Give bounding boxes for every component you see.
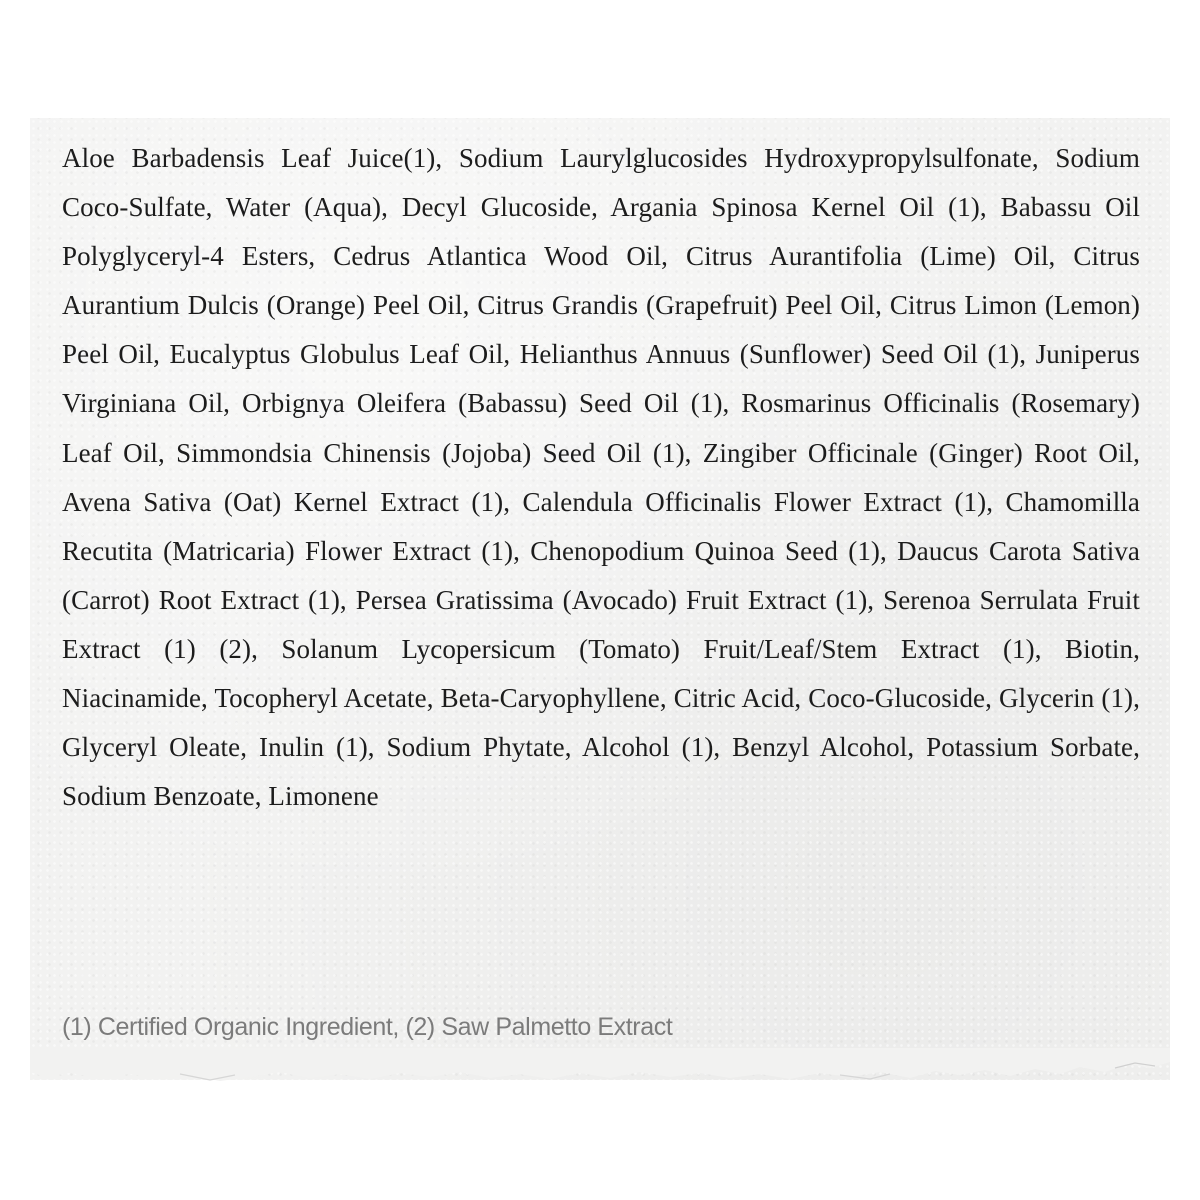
torn-paper-edge bbox=[30, 1048, 1170, 1088]
ingredients-list: Aloe Barbadensis Leaf Juice(1), Sodium Laurylglucosides Hydroxypropylsulfonate, Sodium Coco-Sulfate, Water (Aqua), Decyl Glucoside, Argania Spinosa Kernel Oil (1), Babassu Oil Polyglyceryl-4 Esters, Cedrus Atlantica Wood Oil, Citrus Aurantifolia (Lime) Oil, Citrus Aurantium Dulcis (Orange) Peel Oil, Citrus Grandis (Grapefruit) Peel Oil, Citrus Limon (Lemon) Peel Oil, Eucalyptus Globulus Leaf Oil, Helianthus Annuus (Sunflower) Seed Oil (1), Juniperus Virginiana Oil, Orbignya Oleifera (Babassu) Seed Oil (1), Rosmarinus Officinalis (Rosemary) Leaf Oil, Simmondsia Chinensis (Jojoba) Seed Oil (1), Zingiber Officinale (Ginger) Root Oil, Avena Sativa (Oat) Kernel Extract (1), Calendula Officinalis Flower Extract (1), Chamomilla Recutita (Matricaria) Flower Extract (1), Chenopodium Quinoa Seed (1), Daucus Carota Sativa (Carrot) Root Extract (1), Persea Gratissima (Avocado) Fruit Extract (1), Serenoa Serrulata Fruit Extract (1) (2), Solanum Lycopersicum (Tomato) Fruit/Leaf/Stem Extract (1), Biotin, Niacinamide, Tocopheryl Acetate, Beta-Caryophyllene, Citric Acid, Coco-Glucoside, Glycerin (1), Glyceryl Oleate, Inulin (1), Sodium Phytate, Alcohol (1), Benzyl Alcohol, Potassium Sorbate, Sodium Benzoate, Limonene bbox=[62, 143, 1140, 812]
ingredients-footnote: (1) Certified Organic Ingredient, (2) Saw Palmetto Extract bbox=[62, 1013, 673, 1041]
